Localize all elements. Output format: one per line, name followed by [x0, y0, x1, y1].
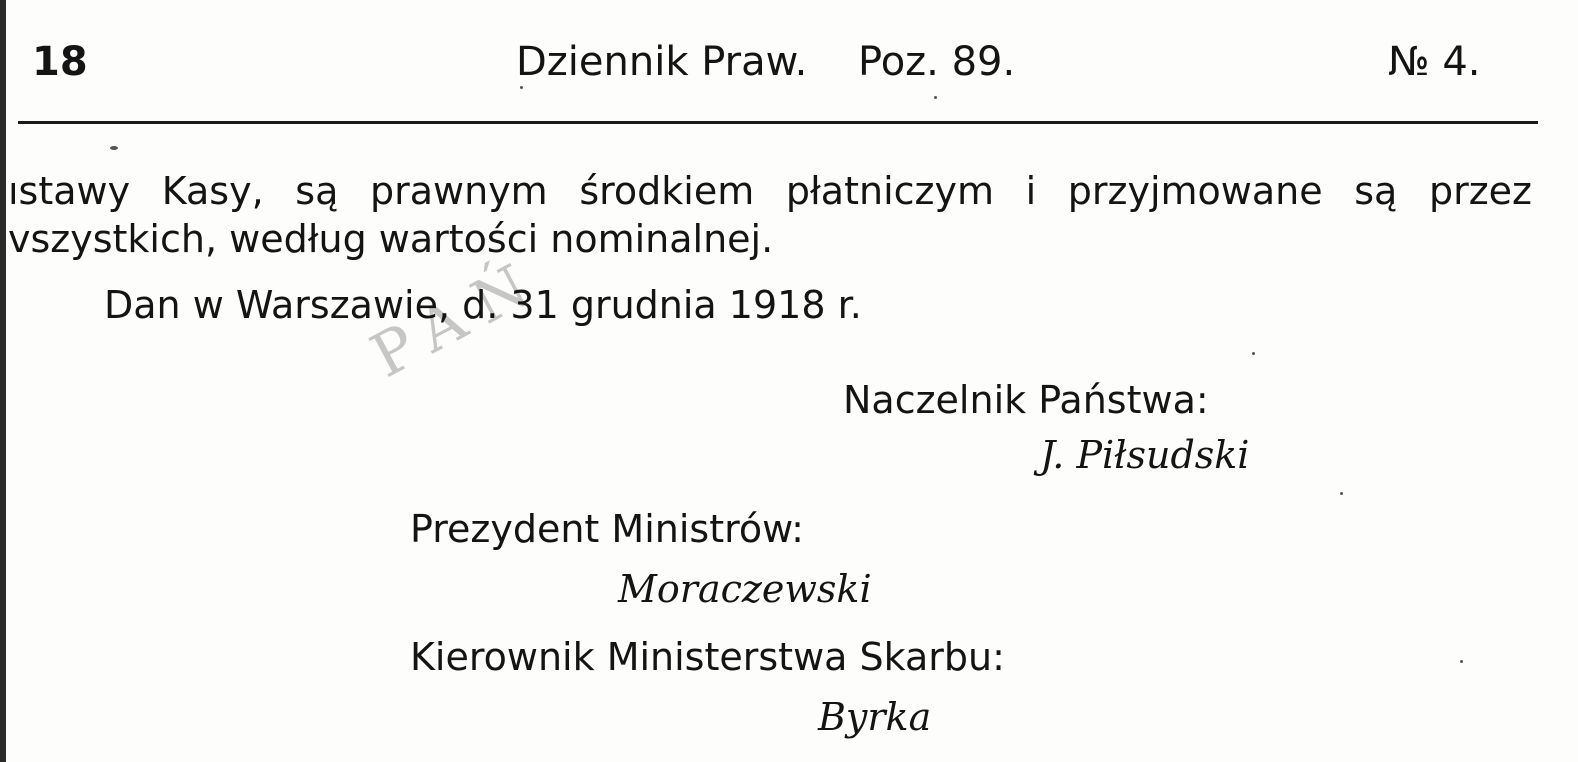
faded-stamp: PAŃ	[360, 243, 556, 392]
head-of-state-label: Naczelnik Państwa:	[843, 378, 1209, 422]
header-rule	[18, 121, 1538, 124]
print-speck	[1460, 660, 1463, 663]
print-speck	[110, 146, 118, 150]
page-number: 18	[32, 39, 88, 85]
print-speck	[1340, 492, 1343, 495]
journal-title: Dziennik Praw.	[516, 39, 808, 85]
journal-position: Poz. 89.	[858, 39, 1016, 85]
prime-minister-label: Prezydent Ministrów:	[410, 507, 804, 551]
print-speck	[934, 96, 937, 99]
date-line: Dan w Warszawie, d. 31 grudnia 1918 r.	[104, 283, 862, 327]
body-text-line: vszystkich, według wartości nominalnej.	[8, 217, 774, 261]
prime-minister-signature: Moraczewski	[618, 567, 872, 611]
print-speck	[520, 86, 523, 89]
print-speck	[1252, 352, 1255, 355]
treasury-minister-signature: Byrka	[818, 695, 932, 739]
body-text-line: ıstawy Kasy, są prawnym środkiem płatniczym i przyjmowane są przez	[8, 169, 1532, 213]
page-edge	[0, 0, 6, 762]
head-of-state-signature: J. Piłsudski	[1040, 433, 1250, 477]
issue-number: № 4.	[1388, 39, 1481, 85]
treasury-minister-label: Kierownik Ministerstwa Skarbu:	[410, 635, 1005, 679]
